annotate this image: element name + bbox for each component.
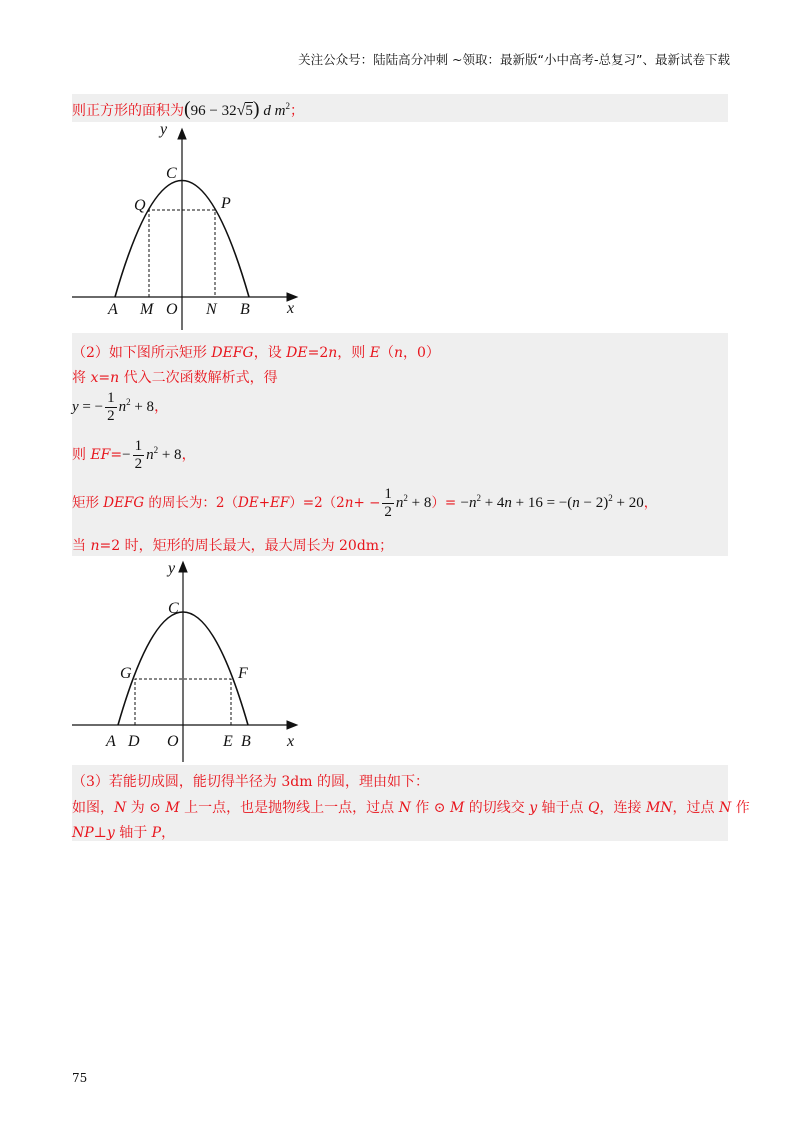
label-O: O	[167, 733, 179, 750]
part3-line3: NP⊥y 轴于 P，	[72, 825, 176, 841]
label-C: C	[166, 165, 177, 182]
area-line: 则正方形的面积为(96 − 32√5) d $m^2$；	[72, 98, 304, 120]
label-y: y	[160, 122, 168, 138]
label-B: B	[241, 733, 251, 750]
label-x: x	[287, 733, 295, 750]
label-N: N	[206, 301, 217, 318]
part2-line5: 矩形 DEFG 的周长为：2（DE+EF）=2（2n+ − $\frac{1}{2}$ $n^2 + 8)= -n^2 + 4n + 16 = -(n - 2)^2 + 20$，	[72, 486, 658, 520]
area-expression: (96 − 32√5) d $m^2$	[184, 98, 290, 120]
label-G: G	[120, 665, 132, 682]
part2-line6: 当 n=2 时，矩形的周长最大，最大周长为 20dm；	[72, 538, 394, 554]
label-F: F	[238, 665, 248, 682]
page-number: 75	[72, 1071, 88, 1085]
label-O: O	[166, 301, 178, 318]
part2-line4: 则 EF=− $\frac{1}{2}$ $n^2 + 8$，	[72, 438, 196, 472]
part2-line1: （2）如下图所示矩形 DEFG，设 DE=2n，则 E（n，0）	[72, 345, 440, 361]
label-Q: Q	[134, 197, 146, 214]
label-x: x	[287, 300, 295, 317]
label-A: A	[108, 301, 118, 318]
label-P: P	[221, 195, 231, 212]
label-E: E	[223, 733, 233, 750]
label-A: A	[106, 733, 116, 750]
part3-line1: （3）若能切成圆，能切得半径为 3dm 的圆，理由如下：	[72, 774, 429, 790]
part2-line3: y = − $\frac{1}{2}$ $n^2 + 8$，	[72, 390, 169, 424]
part2-line2: 将 x=n 代入二次函数解析式，得	[72, 370, 278, 386]
label-D: D	[128, 733, 140, 750]
parabola-figure-2	[72, 557, 300, 764]
page-header: 关注公众号：陆陆高分冲刺 ~领取：最新版“小中高考-总复习”、最新试卷下载	[298, 52, 730, 67]
label-y: y	[168, 560, 176, 577]
label-C: C	[168, 600, 179, 617]
part3-line2: 如图，N 为 ⊙ M 上一点，也是抛物线上一点，过点 N 作 ⊙ M 的切线交 y 轴于点 Q，连接 MN，过点 N 作	[72, 800, 750, 816]
label-B: B	[240, 301, 250, 318]
parabola-figure-1	[72, 122, 300, 332]
label-M: M	[140, 301, 154, 318]
